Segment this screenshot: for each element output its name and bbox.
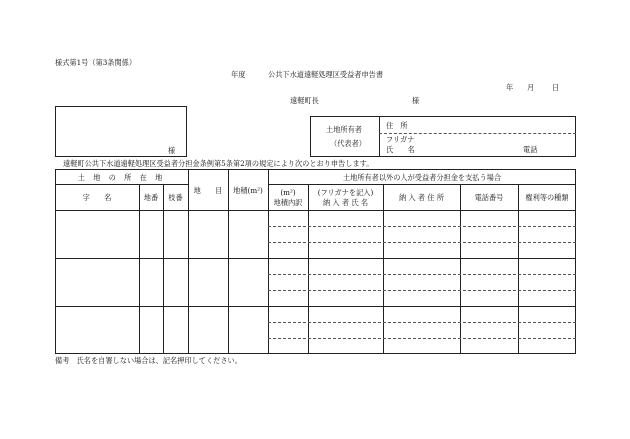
date-month: 月 [527, 83, 535, 92]
form-title: 公共下水道遠軽処理区受益者申告書 [268, 70, 384, 79]
furigana-label: フリガナ [386, 135, 415, 144]
name-label: 氏 名 [386, 145, 415, 154]
col-edaban: 枝番 [168, 193, 183, 202]
addressee-honorific: 様 [412, 96, 420, 105]
date-day: 日 [552, 83, 560, 92]
col-aza: 字 名 [82, 193, 112, 202]
phone-label: 電話 [523, 145, 538, 154]
col-area-breakdown-unit: (m²) [280, 188, 296, 197]
col-area-breakdown: 地積内訳 [273, 198, 303, 207]
col-payer-name: 納 入 者 氏 名 [322, 198, 369, 207]
year-label: 年度 [231, 70, 246, 79]
col-chimoku: 地 目 [193, 186, 223, 195]
remarks-note: 備考 氏名を自署しない場合は、記名押印してください。 [55, 356, 242, 365]
col-payer-furigana: (フリガナを記入) [317, 188, 374, 197]
addressee: 遠軽町長 [290, 96, 319, 105]
address-label: 住 所 [386, 121, 408, 130]
header-land-location: 土 地 の 所 在 地 [77, 173, 166, 182]
col-payer-address: 納 入 者 住 所 [398, 193, 445, 202]
recipient-honorific: 様 [168, 146, 176, 155]
col-phone: 電話番号 [474, 193, 504, 202]
date-year: 年 [506, 83, 514, 92]
col-rights: 権利等の種類 [525, 193, 569, 202]
declaration-text: 遠軽町公共下水道遠軽処理区受益者分担金条例第5条第2項の規定により次のとおり申告します。 [63, 159, 374, 168]
col-area: 地積(m²) [233, 186, 263, 195]
col-chiban: 地番 [143, 193, 159, 202]
representative-label: （代表者） [330, 139, 366, 148]
owner-label: 土地所有者 [326, 125, 362, 134]
header-other-payer: 土地所有者以外の人が受益者分担金を支払う場合 [342, 173, 502, 182]
form-number: 様式第1号（第3条関係） [55, 58, 137, 67]
